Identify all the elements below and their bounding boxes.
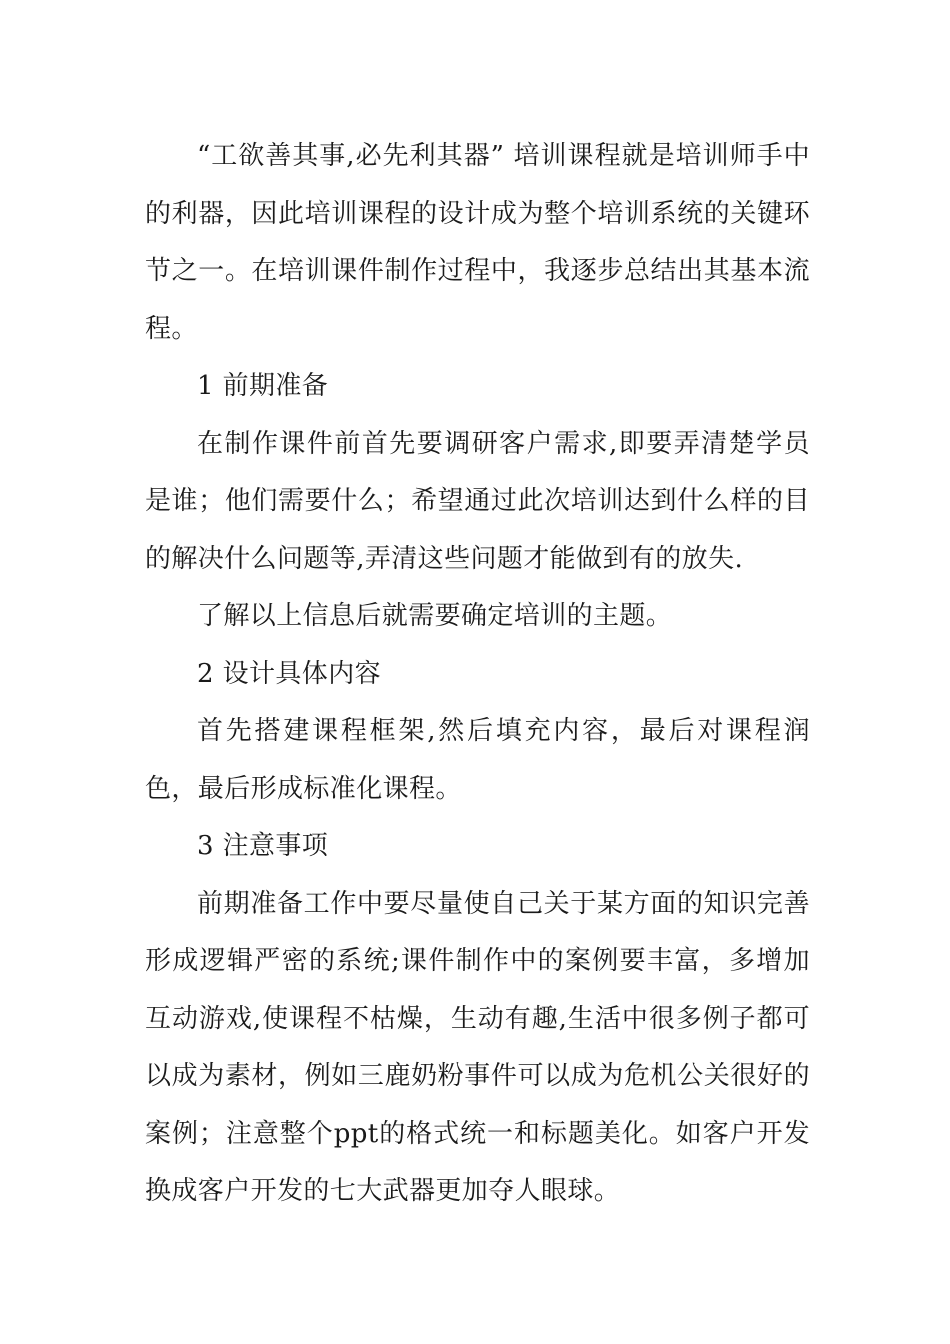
section-heading-notes: 3 注意事项 xyxy=(197,831,329,861)
section-heading-content-design: 2 设计具体内容 xyxy=(197,658,382,689)
section-heading-preparation: 1 前期准备 xyxy=(197,371,329,401)
content-design-paragraph: 首先搭建课程框架,然后填充内容，最后对课程润色，最后形成标准化课程。 xyxy=(145,716,810,804)
intro-paragraph: “工欲善其事,必先利其器” 培训课程就是培训师手中的利器，因此培训课程的设计成为整个培训系统的关键环节之一。在培训课件制作过程中，我逐步总结出其基本流程。 xyxy=(145,141,810,344)
preparation-paragraph-research: 在制作课件前首先要调研客户需求,即要弄清楚学员是谁；他们需要什么；希望通过此次培训达到什么样的目的解决什么问题等,弄清这些问题才能做到有的放失. xyxy=(145,428,810,574)
document-body xyxy=(145,128,810,1221)
notes-paragraph: 前期准备工作中要尽量使自己关于某方面的知识完善形成逻辑严密的系统;课件制作中的案例要丰富，多增加互动游戏,使课程不枯燥，生动有趣,生活中很多例子都可以成为素材，例如三鹿奶粉事件可以成为危机公关很好的案例；注意整个ppt的格式统一和标题美化。如客户开发换成客户开发的七大武器更加夺人眼球。 xyxy=(145,888,810,1206)
preparation-paragraph-theme: 了解以上信息后就需要确定培训的主题。 xyxy=(197,601,673,631)
